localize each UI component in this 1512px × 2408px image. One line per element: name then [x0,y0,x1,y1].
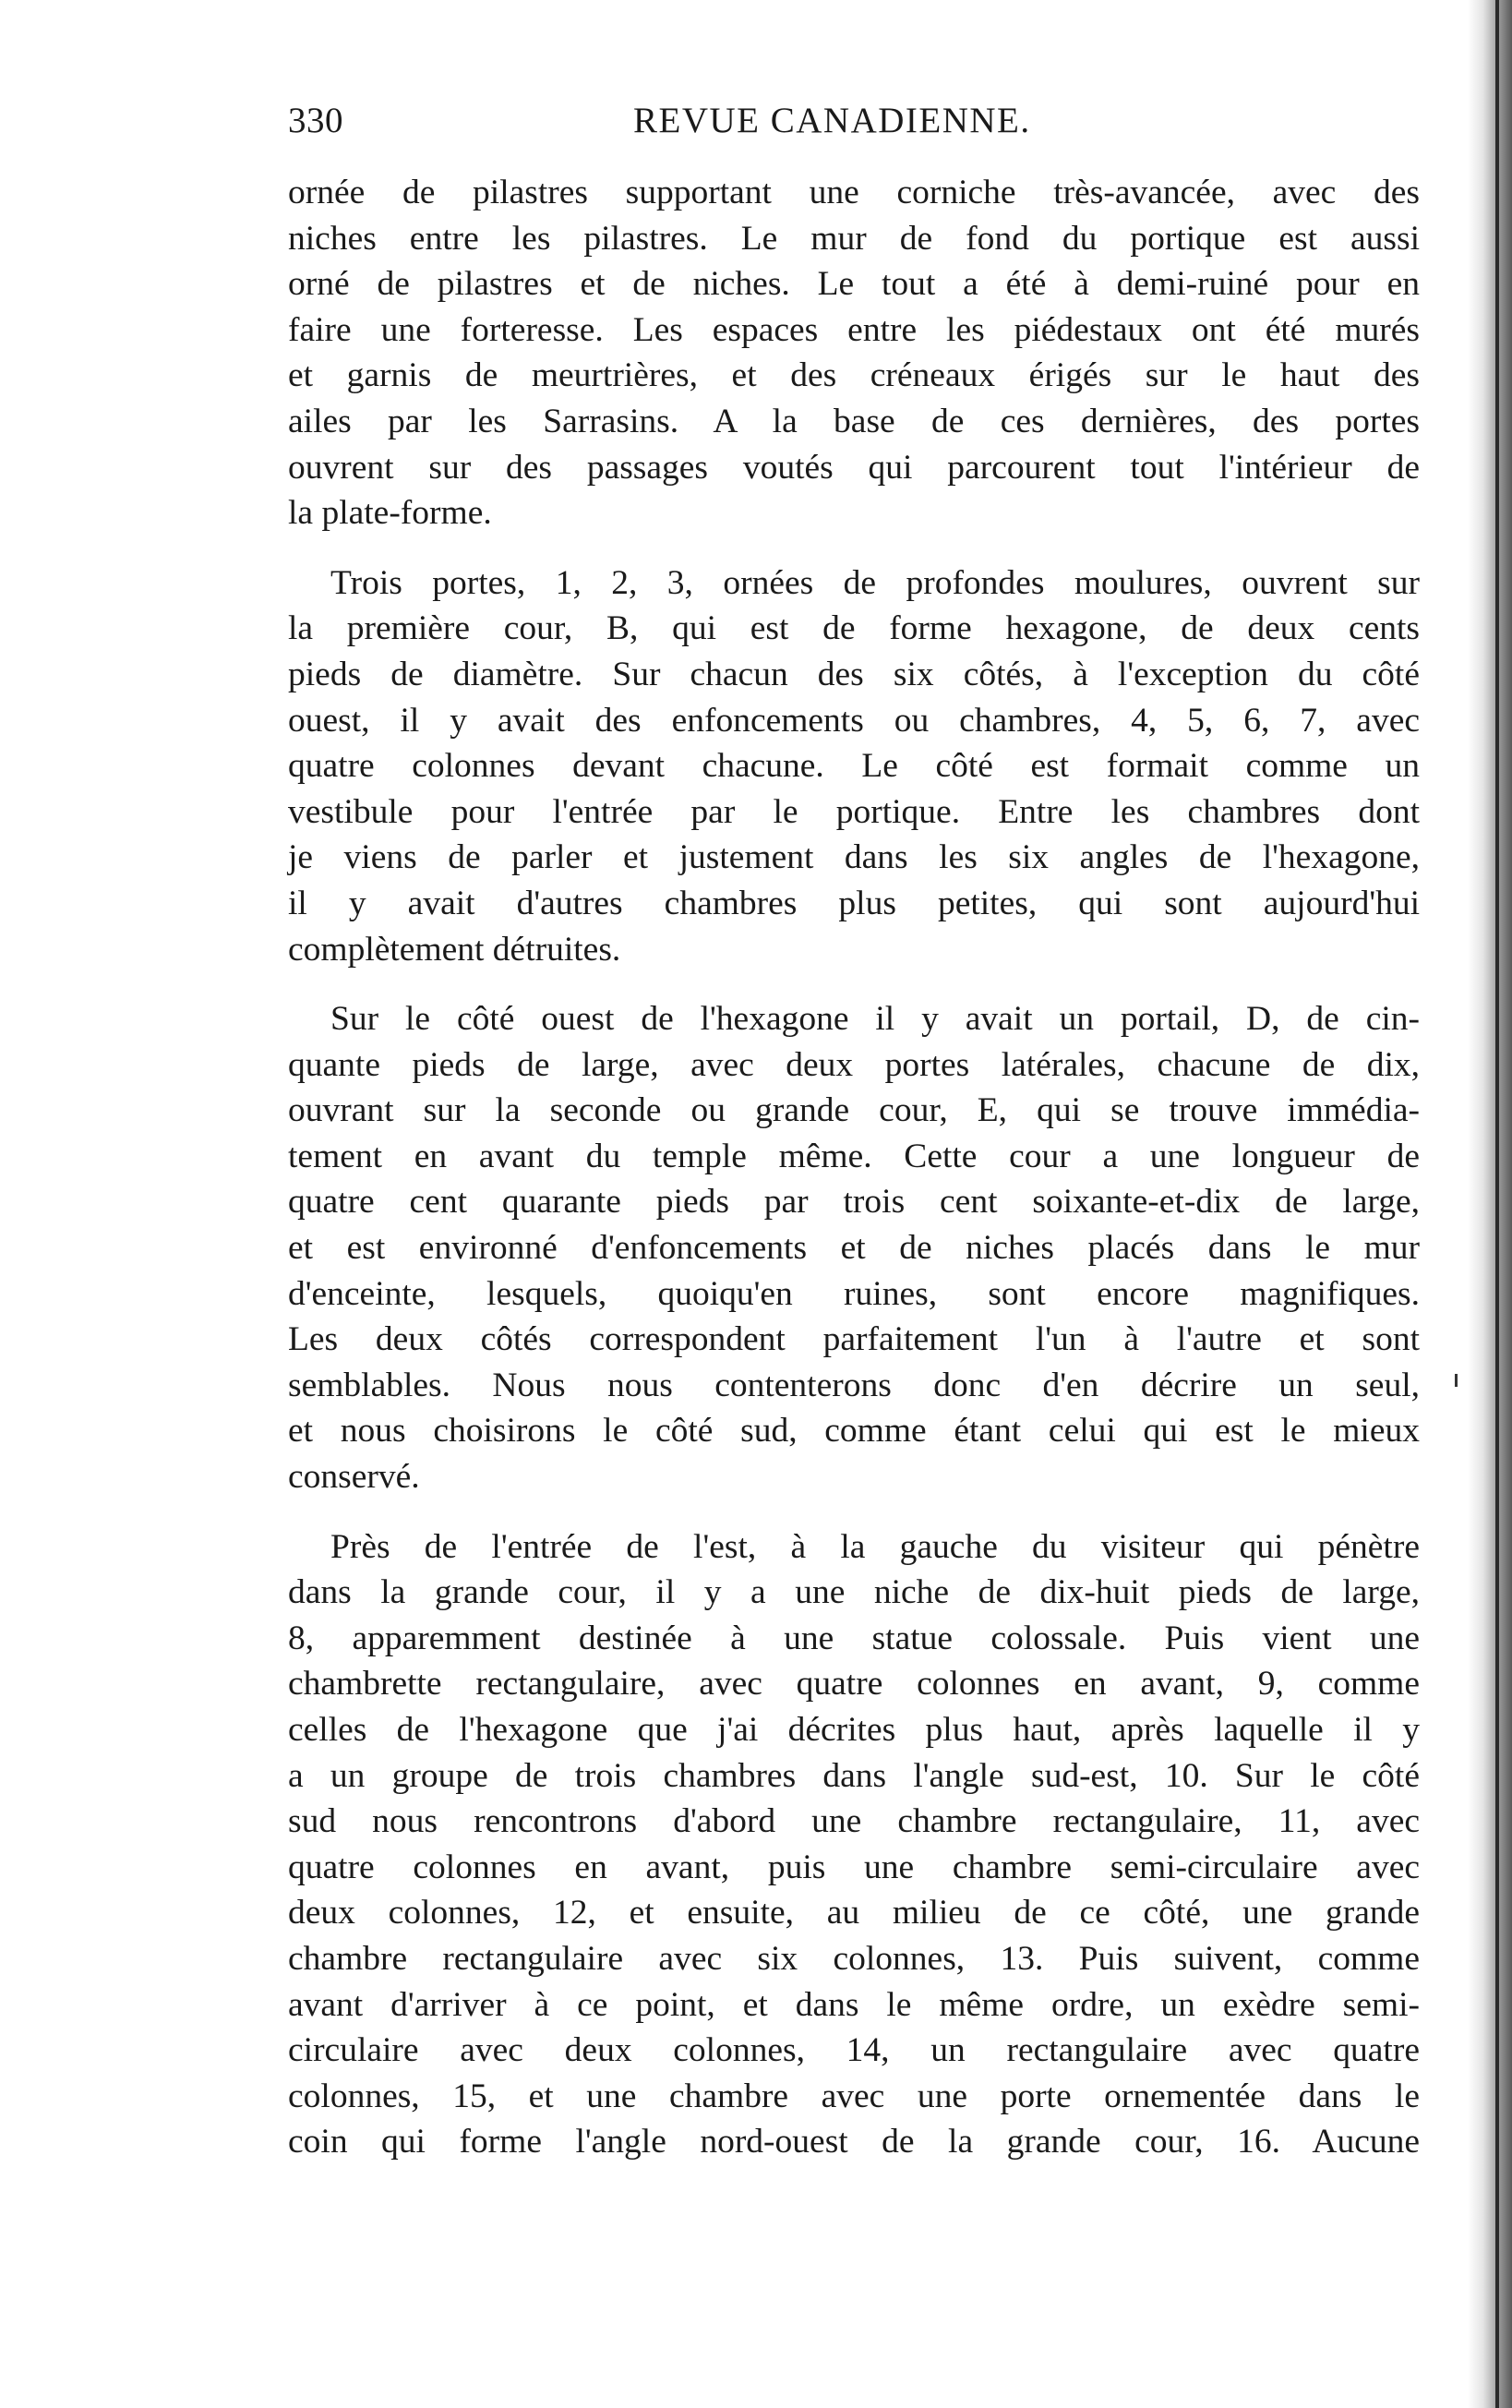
page-header [288,100,1054,146]
text-line: ouvrant sur la seconde ou grande cour, E, qui se trouve immédia- [288,1091,1420,1130]
text-line: complètement détruites. [288,930,621,969]
text-line: niches entre les pilastres. Le mur de fond du portique est aussi [288,219,1420,258]
text-line: dans la grande cour, il y a une niche de dix-huit pieds de large, [288,1573,1420,1612]
text-line: quatre colonnes devant chacune. Le côté est formait comme un [288,747,1420,786]
text-line: 8, apparemment destinée à une statue colossale. Puis vient une [288,1619,1420,1657]
text-line: je viens de parler et justement dans les six angles de l'hexagone, [288,838,1420,877]
scan-shadow-edge [1468,0,1512,2408]
text-line: orné de pilastres et de niches. Le tout a été à demi-ruiné pour en [288,265,1420,304]
text-line: Sur le côté ouest de l'hexagone il y avait un portail, D, de cin- [330,1000,1420,1039]
text-line: d'enceinte, lesquels, quoiqu'en ruines, sont encore magnifiques. [288,1274,1420,1313]
margin-mark [1455,1374,1458,1387]
page-number: 330 [288,101,343,140]
text-line: circulaire avec deux colonnes, 14, un rectangulaire avec quatre [288,2031,1420,2070]
text-line: il y avait d'autres chambres plus petites, qui sont aujourd'hui [288,884,1420,922]
text-line: conservé. [288,1458,420,1497]
text-line: la première cour, B, qui est de forme hexagone, de deux cents [288,609,1420,648]
text-line: quatre cent quarante pieds par trois cent soixante-et-dix de large, [288,1183,1420,1222]
paragraph-gap [288,1500,1420,1524]
text-line: quante pieds de large, avec deux portes latérales, chacune de dix, [288,1045,1420,1084]
page-edge-line [1495,0,1499,2408]
text-line: faire une forteresse. Les espaces entre les piédestaux ont été murés [288,310,1420,349]
text-line: la plate-forme. [288,494,492,533]
text-line: ouvrent sur des passages voutés qui parcourent tout l'intérieur de [288,448,1420,487]
text-line: vestibule pour l'entrée par le portique. Entre les chambres dont [288,792,1420,831]
paragraph-gap [288,536,1420,560]
text-line: tement en avant du temple même. Cette cour a une longueur de [288,1137,1420,1175]
text-line: chambrette rectangulaire, avec quatre colonnes en avant, 9, comme [288,1665,1420,1704]
text-line: chambre rectangulaire avec six colonnes, 13. Puis suivent, comme [288,1939,1420,1978]
text-line: Trois portes, 1, 2, 3, ornées de profondes moulures, ouvrent sur [330,563,1420,602]
text-line: a un groupe de trois chambres dans l'angle sud-est, 10. Sur le côté [288,1756,1420,1795]
text-line: celles de l'hexagone que j'ai décrites plus haut, après laquelle il y [288,1711,1420,1749]
text-line: ailes par les Sarrasins. A la base de ces dernières, des portes [288,402,1420,440]
text-line: et garnis de meurtrières, et des créneaux érigés sur le haut des [288,356,1420,395]
text-line: sud nous rencontrons d'abord une chambre rectangulaire, 11, avec [288,1802,1420,1841]
text-line: colonnes, 15, et une chambre avec une porte ornementée dans le [288,2077,1420,2115]
text-line: semblables. Nous nous contenterons donc d'en décrire un seul, [288,1366,1420,1404]
text-line: Près de l'entrée de l'est, à la gauche du visiteur qui pénètre [330,1527,1420,1566]
running-title: REVUE CANADIENNE. [633,101,1031,140]
body-text [288,170,1420,2165]
text-line: et est environné d'enfoncements et de niches placés dans le mur [288,1229,1420,1268]
text-line: coin qui forme l'angle nord-ouest de la grande cour, 16. Aucune [288,2123,1420,2161]
text-line: ornée de pilastres supportant une corniche très-avancée, avec des [288,174,1420,211]
text-line: pieds de diamètre. Sur chacun des six côtés, à l'exception du côté [288,655,1420,693]
text-line: avant d'arriver à ce point, et dans le même ordre, un exèdre semi- [288,1985,1420,2024]
text-line: quatre colonnes en avant, puis une chambre semi-circulaire avec [288,1848,1420,1886]
text-line: Les deux côtés correspondent parfaitement l'un à l'autre et sont [288,1320,1420,1359]
text-line: ouest, il y avait des enfoncements ou chambres, 4, 5, 6, 7, avec [288,701,1420,740]
text-line: deux colonnes, 12, et ensuite, au milieu de ce côté, une grande [288,1894,1420,1932]
paragraph-gap [288,972,1420,996]
text-line: et nous choisirons le côté sud, comme étant celui qui est le mieux [288,1412,1420,1451]
